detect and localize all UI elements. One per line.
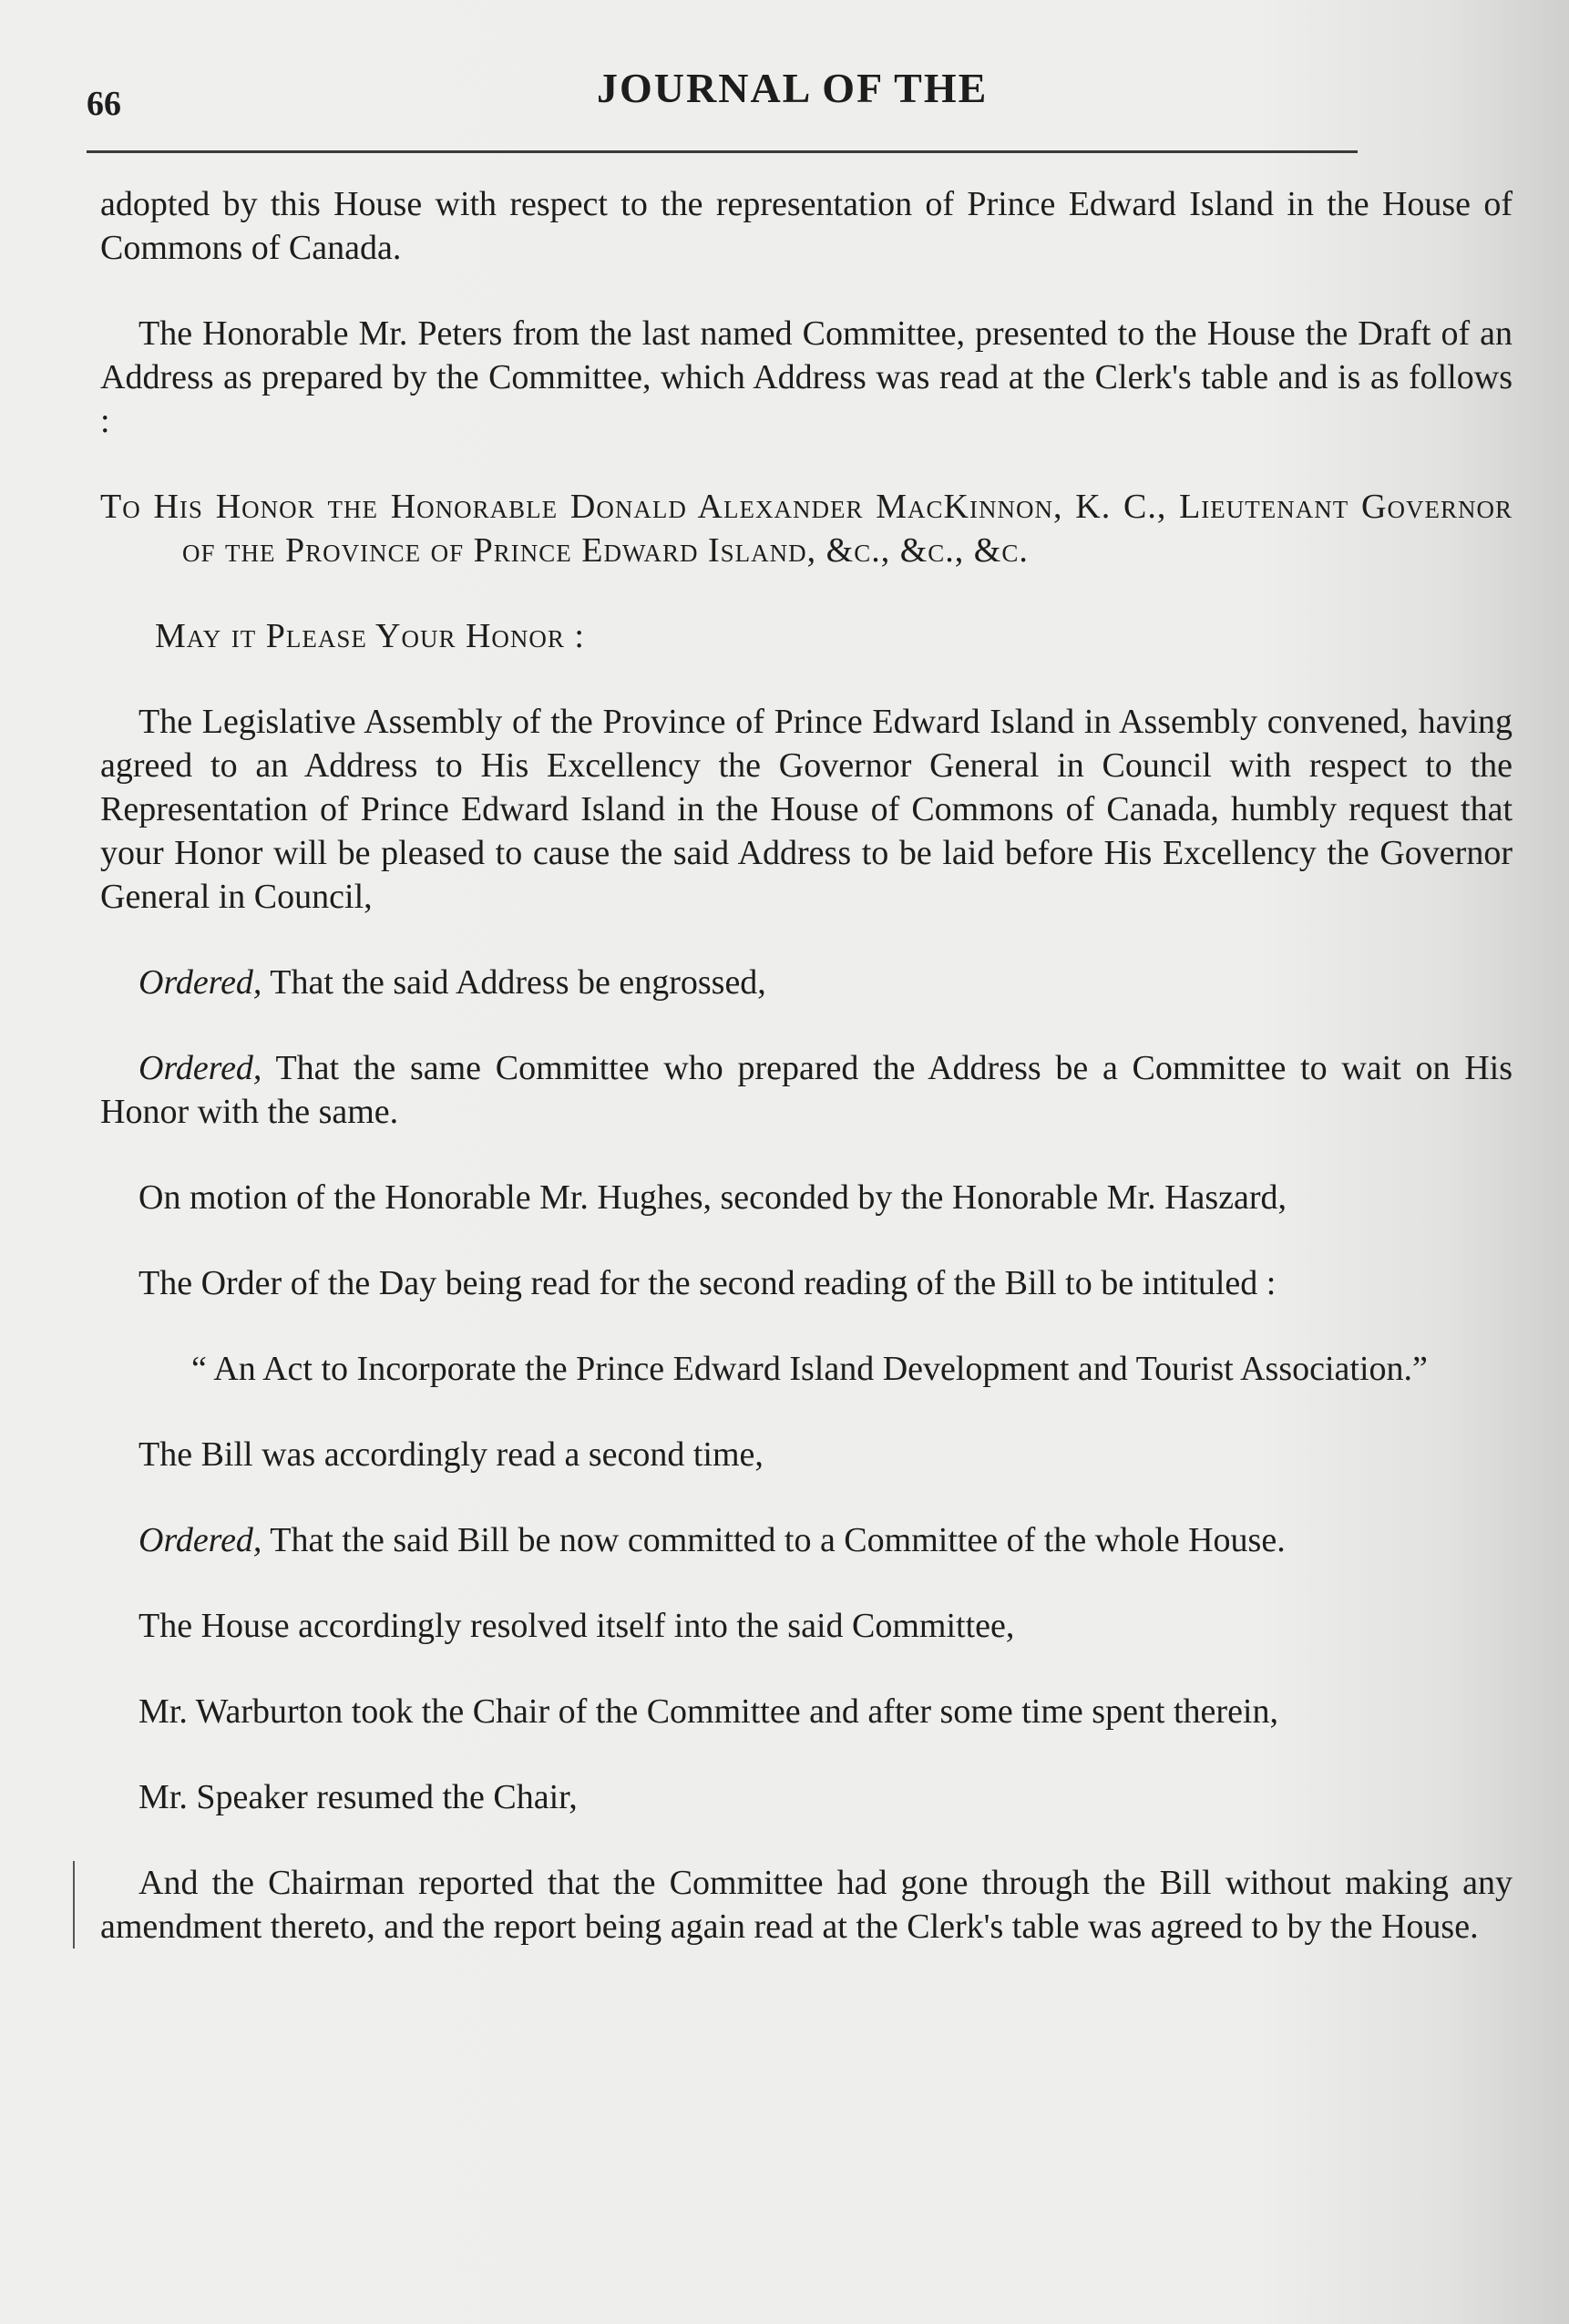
ordered-lead: Ordered, xyxy=(138,1521,262,1559)
ordered-text: That the said Address be engrossed, xyxy=(270,963,766,1002)
paragraph-ordered-committed xyxy=(100,1518,1513,1562)
paragraph-address-body: The Legislative Assembly of the Province of Prince Edward Island in Assembly convened, having agreed to an Address to His Excellency the Governor General in Council with respect to the Representation of Prince Edward Island in the House of Commons of Canada, humbly request that your Honor will be pleased to cause the said Address to be laid before His Excellency the Governor General in Council, xyxy=(100,703,1513,916)
paragraph-speaker: Mr. Speaker resumed the Chair, xyxy=(138,1778,578,1816)
paragraph-draft-address: The Honorable Mr. Peters from the last named Committee, presented to the House the Draft of an Address as prepared by the Committee, which Address was read at the Clerk's table and is as follows : xyxy=(100,314,1513,440)
page-header xyxy=(87,55,1362,123)
ordered-lead: Ordered, xyxy=(138,963,262,1002)
running-title: JOURNAL OF THE xyxy=(597,65,989,111)
paragraph-motion: On motion of the Honorable Mr. Hughes, seconded by the Honorable Mr. Haszard, xyxy=(138,1178,1287,1217)
header-rule xyxy=(87,150,1358,153)
salutation: May it Please Your Honor : xyxy=(155,617,585,655)
paragraph-continued: adopted by this House with respect to the representation of Prince Edward Island in the House of Commons of Canada. xyxy=(100,185,1513,267)
bill-title: “ An Act to Incorporate the Prince Edward Island Development and Tourist Association.” xyxy=(191,1350,1428,1388)
paragraph-chair: Mr. Warburton took the Chair of the Committee and after some time spent therein, xyxy=(138,1692,1278,1731)
paragraph-ordered-engrossed xyxy=(100,961,1513,1004)
paragraph-ordered-committee xyxy=(100,1046,1513,1134)
journal-body xyxy=(100,182,1513,1990)
ordered-text: That the same Committee who prepared the Address be a Committee to wait on His Honor with the same. xyxy=(100,1049,1513,1131)
paragraph-second-reading: The Bill was accordingly read a second time, xyxy=(138,1435,764,1474)
paragraph-report: And the Chairman reported that the Committee had gone through the Bill without making any amendment thereto, and the report being again read at the Clerk's table was agreed to by the House. xyxy=(73,1861,1513,1949)
address-recipient: To His Honor the Honorable Donald Alexander MacKinnon, K. C., Lieutenant Governor of the Province of Prince Edward Island, &c., &c., &c. xyxy=(100,488,1513,570)
ordered-lead: Ordered, xyxy=(138,1049,262,1087)
paragraph-order-of-day: The Order of the Day being read for the second reading of the Bill to be intituled : xyxy=(138,1264,1277,1302)
ordered-text: That the said Bill be now committed to a Committee of the whole House. xyxy=(270,1521,1286,1559)
paragraph-resolved: The House accordingly resolved itself into the said Committee, xyxy=(138,1607,1015,1645)
page-number: 66 xyxy=(87,85,121,123)
